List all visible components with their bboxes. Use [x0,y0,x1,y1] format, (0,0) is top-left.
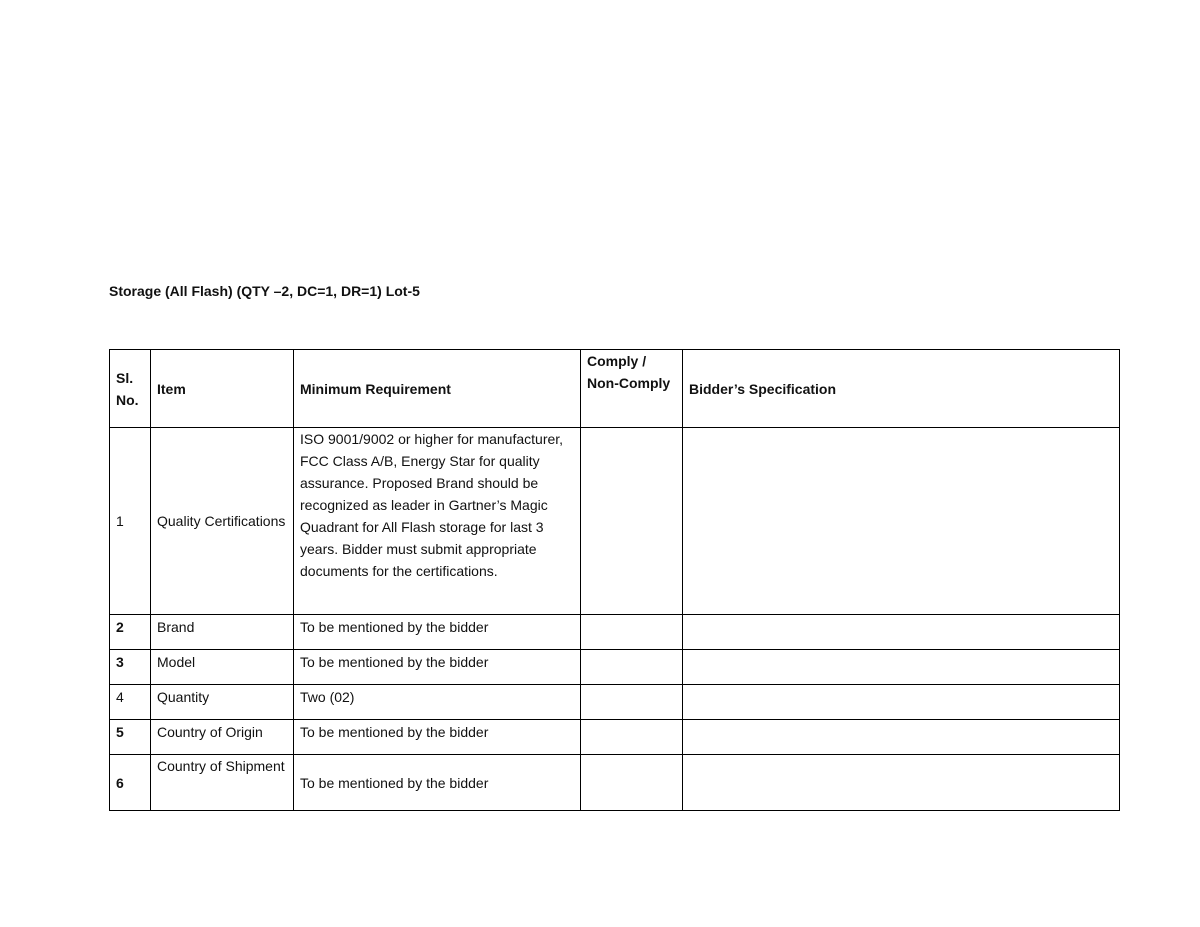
table-row [110,755,1120,811]
header-minimum-requirement: Minimum Requirement [294,350,581,428]
cell-sl-no: 2 [110,615,151,650]
table-header-row [110,350,1120,428]
cell-item: Country of Shipment [151,755,294,811]
cell-comply[interactable] [581,650,683,685]
table-row [110,685,1120,720]
cell-sl-no: 1 [110,428,151,615]
cell-sl-no: 6 [110,755,151,811]
table-row [110,650,1120,685]
cell-sl-no: 5 [110,720,151,755]
cell-requirement: Two (02) [294,685,581,720]
cell-sl-no: 3 [110,650,151,685]
cell-comply[interactable] [581,428,683,615]
cell-bidder-specification[interactable] [683,428,1120,615]
cell-item: Quantity [151,685,294,720]
header-comply: Comply / Non-Comply [581,350,683,428]
table-row [110,428,1120,615]
cell-requirement: To be mentioned by the bidder [294,650,581,685]
cell-bidder-specification[interactable] [683,685,1120,720]
cell-comply[interactable] [581,685,683,720]
cell-requirement: To be mentioned by the bidder [294,615,581,650]
cell-comply[interactable] [581,755,683,811]
cell-bidder-specification[interactable] [683,615,1120,650]
cell-bidder-specification[interactable] [683,755,1120,811]
header-item: Item [151,350,294,428]
cell-bidder-specification[interactable] [683,650,1120,685]
cell-requirement: To be mentioned by the bidder [294,755,581,811]
cell-item: Brand [151,615,294,650]
table-row [110,615,1120,650]
compliance-table [109,349,1120,811]
cell-sl-no: 4 [110,685,151,720]
table-row [110,720,1120,755]
document-title: Storage (All Flash) (QTY –2, DC=1, DR=1) Lot-5 [109,283,420,299]
cell-item: Model [151,650,294,685]
cell-requirement: ISO 9001/9002 or higher for manufacturer, FCC Class A/B, Energy Star for quality assurance. Proposed Brand should be recognized as leader in Gartner’s Magic Quadrant for All Flash storage for last 3 years. Bidder must submit appropriate documents for the certifications. [294,428,581,615]
cell-requirement: To be mentioned by the bidder [294,720,581,755]
cell-comply[interactable] [581,720,683,755]
header-sl-no: Sl. No. [110,350,151,428]
cell-comply[interactable] [581,615,683,650]
cell-item: Country of Origin [151,720,294,755]
header-bidder-specification: Bidder’s Specification [683,350,1120,428]
cell-bidder-specification[interactable] [683,720,1120,755]
cell-item: Quality Certifications [151,428,294,615]
